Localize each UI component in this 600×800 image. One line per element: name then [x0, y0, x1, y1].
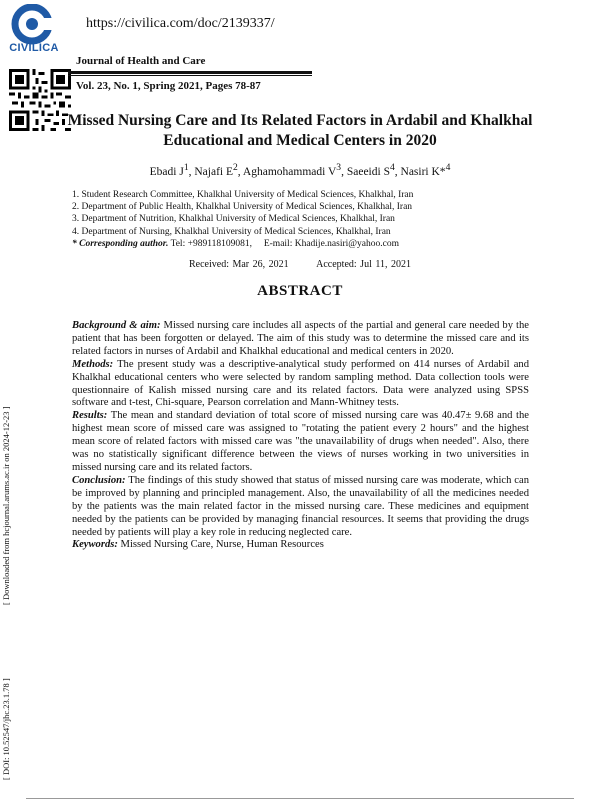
author-list: Ebadi $J^1$, Najafi $E^2$, Aghamohammadi $V^3$, Saeeidi $S^4$, Nasiri K*$^4$	[149, 162, 451, 178]
corresponding-author	[72, 238, 542, 250]
header-rule-thin	[68, 75, 312, 76]
accepted-date: Accepted: Jul 11, 2021	[316, 259, 411, 270]
corresponding-email[interactable]: E-mail: Khadije.nasiri@yahoo.com	[263, 238, 399, 249]
author-affil-mark: 4	[389, 162, 395, 173]
doi-side-note	[0, 640, 18, 790]
affiliation-item: 2. Department of Public Health, Khalkhal University of Medical Sciences, Khalkhal, Iran	[72, 202, 413, 213]
author-name: Aghamohammadi V	[242, 165, 337, 178]
author-affil-mark: 1	[183, 162, 189, 173]
section-text: The findings of this study showed that status of missed nursing care was moderate, which can be improved by planning and principled management. Also, the unavailability of all the medicines needed by the patients was the main related factor in the missed nursing care. These medicines and equipment needed by the patients can be provided by managing financial resources. It seems that providing the drugs needed by patients will play a key role in reducing neglected care.	[72, 474, 529, 538]
author-affil-mark: 2	[233, 162, 238, 173]
abstract-body	[72, 320, 529, 552]
dates-line	[60, 259, 540, 270]
abstract-results	[72, 410, 529, 475]
author-name: Nasiri K*	[400, 165, 446, 178]
abstract-methods	[72, 359, 529, 411]
corresponding-tel: Tel: +989118109081,	[170, 238, 252, 249]
abstract-keywords	[72, 539, 529, 552]
download-side-note	[0, 406, 18, 610]
section-text: The mean and standard deviation of total score of missed nursing care was 40.47± 9.68 and the highest mean score of missed care was assigned to "rotating the patient every 2 hours" and the highest mean score of related factors with missed care was "the unavailability of drugs when needed". Also, there was no statistically significant difference between the views of nurses working in two universities in missed nursing care and its related factors.	[72, 410, 529, 473]
section-label: Results:	[72, 410, 108, 422]
section-label: Background & aim:	[72, 320, 161, 331]
header-rule	[68, 71, 312, 74]
section-text: Missed Nursing Care, Nurse, Human Resources	[117, 539, 324, 551]
section-text: Missed nursing care includes all aspects of the partial and general care needed by the patient that has been forgotten or delayed. The aim of this study was to determine the missed care and its related factors in nurses of Ardabil and Khalkhal educational and medical centers in 2020.	[72, 320, 529, 357]
section-label: Methods:	[72, 358, 114, 370]
section-label: Keywords:	[72, 539, 118, 551]
corresponding-label: * Corresponding author.	[72, 238, 169, 249]
logo-text: CIVILICA	[9, 42, 59, 54]
affiliation-item: 3. Department of Nutrition, Khalkhal University of Medical Sciences, Khalkhal, Iran	[72, 214, 395, 225]
author-name: Ebadi J	[149, 165, 184, 178]
volume-line: Vol. 23, No. 1, Spring 2021, Pages 78-87	[76, 80, 261, 92]
abstract-conclusion	[72, 475, 529, 540]
affiliations	[72, 189, 542, 250]
author-name: Saeeidi S	[346, 165, 390, 178]
received-date: Received: Mar 26, 2021	[189, 259, 289, 270]
author-affil-mark: 3	[336, 162, 342, 173]
affiliation-item: 1. Student Research Committee, Khalkhal University of Medical Sciences, Khalkhal, Iran	[72, 190, 414, 200]
paper-title: Missed Nursing Care and Its Related Factors in Ardabil and Khalkhal Educational and Medical Centers in 2020	[67, 112, 533, 149]
download-note-text: [ Downloaded from hcjournal.arums.ac.ir on 2024-12-23 ]	[1, 406, 11, 605]
abstract-heading: ABSTRACT	[257, 283, 343, 299]
journal-name: Journal of Health and Care	[76, 55, 206, 67]
document-url[interactable]: https://civilica.com/doc/2139337/	[86, 16, 275, 31]
abstract-background	[72, 320, 529, 359]
section-label: Conclusion:	[72, 474, 126, 486]
author-name: Najafi E	[194, 165, 233, 178]
doi-note-text: [ DOI: 10.52547/jhc.23.1.78 ]	[1, 678, 11, 780]
footer-rule	[26, 798, 574, 799]
author-affil-mark: 4	[445, 162, 451, 173]
section-text: The present study was a descriptive-analytical study performed on 414 nurses of Ardabil and Khalkhal educational centers who were selected by random sampling method. Data collection tools were questionnaire of Kalish missed nursing care and its related factors. Data were analyzed using SPSS software and t-test, Chi-square, Pearson correlation and Mann-Whitney tests.	[72, 358, 529, 409]
affiliation-item: 4. Department of Nursing, Khalkhal University of Medical Sciences, Khalkhal, Iran	[72, 226, 391, 237]
